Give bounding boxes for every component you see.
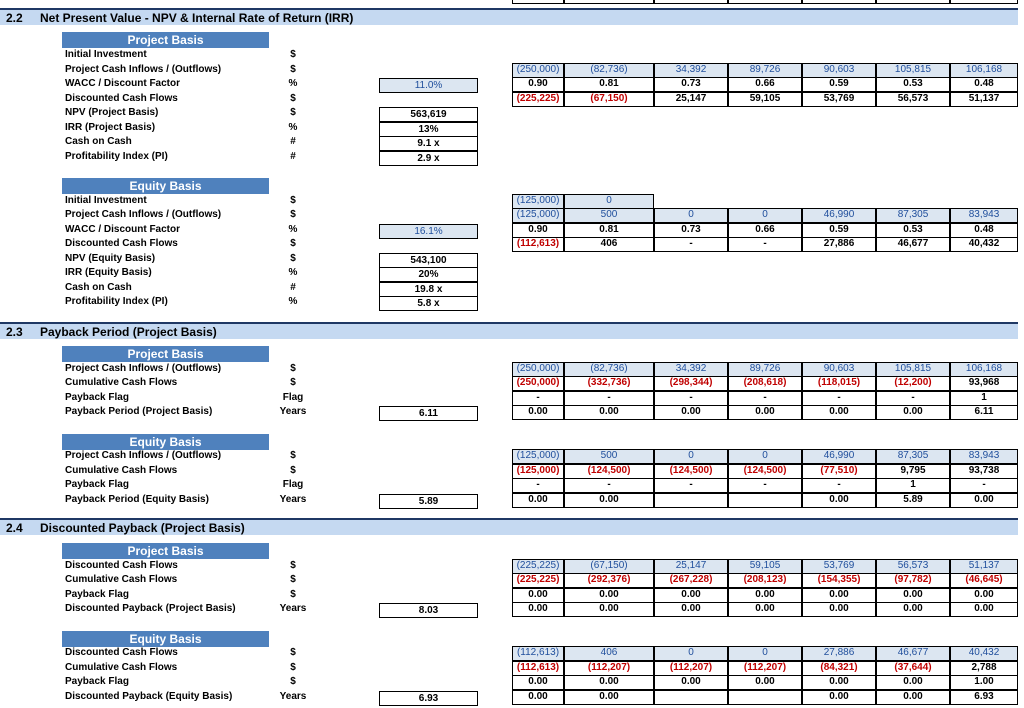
summary-result-cell[interactable]: 13% [379, 122, 478, 137]
period-value-cell[interactable]: 0.00 [654, 405, 728, 420]
period-value-cell[interactable]: 0.00 [802, 493, 876, 508]
row-label: Cumulative Cash Flows [65, 574, 178, 585]
period-value-cell[interactable]: (84,321) [802, 661, 876, 676]
period-value-cell[interactable]: 0.00 [564, 493, 654, 508]
period-value-cell[interactable]: 500 [564, 208, 654, 223]
period-value-cell[interactable]: 0.00 [950, 588, 1018, 603]
period-value-cell[interactable]: 500 [564, 449, 654, 464]
period-value-cell[interactable]: 59,105 [728, 92, 802, 107]
block-header-project-basis: Project Basis [62, 543, 269, 559]
period-value-cell[interactable]: - [512, 478, 564, 493]
row-unit: $ [290, 209, 296, 220]
row-unit: $ [290, 363, 296, 374]
period-value-cell[interactable]: - [564, 478, 654, 493]
period-value-cell[interactable]: 0.00 [802, 602, 876, 617]
period-value-cell[interactable]: 0.00 [512, 690, 564, 705]
period-value-cell[interactable]: - [950, 478, 1018, 493]
period-value-cell[interactable]: 0.00 [512, 602, 564, 617]
row-unit: Flag [282, 479, 304, 490]
section-header-2-2 [0, 8, 1018, 25]
period-value-cell[interactable]: 0.00 [876, 588, 950, 603]
period-value-cell[interactable]: 0.59 [802, 223, 876, 238]
period-value-cell[interactable] [728, 690, 802, 705]
period-value-cell[interactable]: 0.00 [654, 588, 728, 603]
row-unit: $ [290, 647, 296, 658]
period-value-cell[interactable]: (250,000) [512, 362, 564, 377]
period-value-cell[interactable]: (124,500) [728, 464, 802, 479]
period-value-cell[interactable]: 59,105 [728, 559, 802, 574]
row-unit: % [288, 122, 298, 133]
block-header-project-basis: Project Basis [62, 32, 269, 48]
period-value-cell[interactable]: (250,000) [512, 63, 564, 78]
period-value-cell[interactable]: - [654, 237, 728, 252]
period-value-cell[interactable]: 406 [564, 646, 654, 661]
section-title: Net Present Value - NPV & Internal Rate of Return (IRR) [40, 11, 354, 25]
period-value-cell[interactable]: 46,990 [802, 208, 876, 223]
row-label: Project Cash Inflows / (Outflows) [65, 363, 222, 374]
section-title: Payback Period (Project Basis) [40, 325, 217, 339]
period-value-cell[interactable]: 1 [950, 391, 1018, 406]
period-value-cell[interactable]: (67,150) [564, 92, 654, 107]
row-unit: % [288, 224, 298, 235]
period-value-cell[interactable]: 0.53 [876, 77, 950, 92]
row-label: IRR (Project Basis) [65, 122, 156, 133]
period-value-cell[interactable]: 56,573 [876, 559, 950, 574]
row-label: Project Cash Inflows / (Outflows) [65, 209, 222, 220]
period-value-cell[interactable]: (125,000) [512, 194, 564, 209]
period-value-cell[interactable]: 53,769 [802, 559, 876, 574]
period-value-cell[interactable]: 0.48 [950, 223, 1018, 238]
row-label: NPV (Equity Basis) [65, 253, 156, 264]
period-value-cell[interactable]: - [876, 391, 950, 406]
previous-row-cell[interactable] [876, 0, 950, 4]
period-value-cell[interactable]: 0.00 [802, 690, 876, 705]
summary-result-cell[interactable]: 19.8 x [379, 282, 478, 297]
period-value-cell[interactable]: 0 [728, 646, 802, 661]
section-header-2-4 [0, 518, 1018, 535]
period-value-cell[interactable]: 0.48 [950, 77, 1018, 92]
period-value-cell[interactable]: (125,000) [512, 208, 564, 223]
period-value-cell[interactable]: (250,000) [512, 376, 564, 391]
period-value-cell[interactable]: 0.66 [728, 223, 802, 238]
row-label: Initial Investment [65, 49, 147, 60]
row-unit: $ [290, 662, 296, 673]
period-value-cell[interactable]: (12,200) [876, 376, 950, 391]
row-unit: $ [290, 377, 296, 388]
row-unit: Years [279, 406, 307, 417]
row-label: Initial Investment [65, 195, 147, 206]
period-value-cell[interactable]: 0 [654, 449, 728, 464]
period-value-cell[interactable]: 25,147 [654, 559, 728, 574]
row-label: Cash on Cash [65, 282, 132, 293]
period-value-cell[interactable]: 0.00 [728, 675, 802, 690]
row-label: Discounted Payback (Equity Basis) [65, 691, 233, 702]
period-value-cell[interactable]: (97,782) [876, 573, 950, 588]
row-unit: Years [279, 494, 307, 505]
row-label: Discounted Payback (Project Basis) [65, 603, 236, 614]
section-number: 2.3 [6, 325, 23, 339]
period-value-cell[interactable]: 0.00 [512, 675, 564, 690]
row-unit: $ [290, 64, 296, 75]
period-value-cell[interactable]: 83,943 [950, 449, 1018, 464]
row-unit: $ [290, 107, 296, 118]
period-value-cell[interactable]: (112,613) [512, 237, 564, 252]
row-label: Cumulative Cash Flows [65, 465, 178, 476]
period-value-cell[interactable]: 90,603 [802, 362, 876, 377]
row-label: WACC / Discount Factor [65, 78, 181, 89]
period-value-cell[interactable]: 0.00 [564, 675, 654, 690]
period-value-cell[interactable]: (112,613) [512, 661, 564, 676]
period-value-cell[interactable]: (225,225) [512, 559, 564, 574]
summary-result-cell[interactable]: 563,619 [379, 107, 478, 122]
period-value-cell[interactable]: 0 [654, 646, 728, 661]
period-value-cell[interactable]: 90,603 [802, 63, 876, 78]
row-label: Discounted Cash Flows [65, 560, 178, 571]
period-value-cell[interactable]: 0 [728, 449, 802, 464]
period-value-cell[interactable]: 1.00 [950, 675, 1018, 690]
period-value-cell[interactable]: (124,500) [564, 464, 654, 479]
period-value-cell[interactable]: - [654, 391, 728, 406]
summary-result-cell[interactable]: 6.93 [379, 691, 478, 706]
row-label: Cash on Cash [65, 136, 132, 147]
period-value-cell[interactable]: 0.00 [802, 675, 876, 690]
period-value-cell[interactable]: 27,886 [802, 237, 876, 252]
summary-result-cell[interactable]: 5.89 [379, 494, 478, 509]
period-value-cell[interactable]: 0.00 [876, 675, 950, 690]
period-value-cell[interactable]: (112,207) [728, 661, 802, 676]
row-label: Cumulative Cash Flows [65, 662, 178, 673]
row-unit: $ [290, 195, 296, 206]
period-value-cell[interactable]: 89,726 [728, 362, 802, 377]
period-value-cell[interactable]: 0 [564, 194, 654, 209]
period-value-cell[interactable]: - [654, 478, 728, 493]
section-header-2-3 [0, 322, 1018, 339]
period-value-cell[interactable]: 0.00 [564, 690, 654, 705]
row-unit: $ [290, 574, 296, 585]
summary-result-cell[interactable]: 9.1 x [379, 136, 478, 151]
period-value-cell[interactable]: 25,147 [654, 92, 728, 107]
row-unit: Years [279, 691, 307, 702]
row-unit: Years [279, 603, 307, 614]
summary-result-cell[interactable]: 2.9 x [379, 151, 478, 166]
row-unit: $ [290, 238, 296, 249]
row-label: Profitability Index (PI) [65, 151, 168, 162]
section-title: Discounted Payback (Project Basis) [40, 521, 245, 535]
period-value-cell[interactable]: (292,376) [564, 573, 654, 588]
period-value-cell[interactable]: 0.90 [512, 223, 564, 238]
period-value-cell[interactable]: 51,137 [950, 559, 1018, 574]
period-value-cell[interactable]: - [802, 478, 876, 493]
period-value-cell[interactable]: 0.00 [950, 602, 1018, 617]
row-unit: $ [290, 560, 296, 571]
row-unit: $ [290, 450, 296, 461]
row-label: Payback Flag [65, 676, 129, 687]
rate-input-cell[interactable]: 11.0% [379, 78, 478, 93]
period-value-cell[interactable]: (208,123) [728, 573, 802, 588]
period-value-cell[interactable]: (125,000) [512, 464, 564, 479]
row-label: NPV (Project Basis) [65, 107, 159, 118]
row-unit: $ [290, 253, 296, 264]
period-value-cell[interactable]: 0.81 [564, 223, 654, 238]
summary-result-cell[interactable]: 8.03 [379, 603, 478, 618]
row-unit: $ [290, 93, 296, 104]
rate-input-cell[interactable]: 16.1% [379, 224, 478, 239]
summary-result-cell[interactable]: 20% [379, 267, 478, 282]
period-value-cell[interactable]: (112,613) [512, 646, 564, 661]
row-label: Profitability Index (PI) [65, 296, 168, 307]
period-value-cell[interactable]: 87,305 [876, 208, 950, 223]
period-value-cell[interactable]: 89,726 [728, 63, 802, 78]
period-value-cell[interactable]: 0.90 [512, 77, 564, 92]
period-value-cell[interactable] [728, 493, 802, 508]
row-label: WACC / Discount Factor [65, 224, 181, 235]
period-value-cell[interactable]: (225,225) [512, 92, 564, 107]
period-value-cell[interactable]: 56,573 [876, 92, 950, 107]
block-header-project-basis: Project Basis [62, 346, 269, 362]
section-number: 2.4 [6, 521, 23, 535]
period-value-cell[interactable]: (37,644) [876, 661, 950, 676]
period-value-cell[interactable]: 0.00 [512, 493, 564, 508]
period-value-cell[interactable]: (124,500) [654, 464, 728, 479]
row-label: Payback Flag [65, 392, 129, 403]
period-value-cell[interactable]: 9,795 [876, 464, 950, 479]
period-value-cell[interactable]: (332,736) [564, 376, 654, 391]
period-value-cell[interactable]: - [512, 391, 564, 406]
period-value-cell[interactable]: 27,886 [802, 646, 876, 661]
period-value-cell[interactable]: 0.00 [654, 602, 728, 617]
period-value-cell[interactable]: (225,225) [512, 573, 564, 588]
period-value-cell[interactable]: 93,738 [950, 464, 1018, 479]
row-label: Payback Flag [65, 589, 129, 600]
period-value-cell[interactable]: 0.00 [802, 588, 876, 603]
period-value-cell[interactable]: 0.00 [512, 405, 564, 420]
period-value-cell[interactable]: (46,645) [950, 573, 1018, 588]
period-value-cell[interactable]: 0.00 [876, 405, 950, 420]
period-value-cell[interactable]: 5.89 [876, 493, 950, 508]
period-value-cell[interactable]: 34,392 [654, 63, 728, 78]
period-value-cell[interactable]: (112,207) [654, 661, 728, 676]
period-value-cell[interactable]: (154,355) [802, 573, 876, 588]
period-value-cell[interactable]: 0.59 [802, 77, 876, 92]
summary-result-cell[interactable]: 6.11 [379, 406, 478, 421]
period-value-cell[interactable]: 87,305 [876, 449, 950, 464]
period-value-cell[interactable]: (208,618) [728, 376, 802, 391]
period-value-cell[interactable]: 46,990 [802, 449, 876, 464]
previous-row-cell[interactable] [950, 0, 1018, 4]
row-label: Payback Period (Project Basis) [65, 406, 213, 417]
period-value-cell[interactable]: 0.00 [654, 675, 728, 690]
period-value-cell[interactable]: (125,000) [512, 449, 564, 464]
block-header-equity-basis: Equity Basis [62, 631, 269, 647]
row-label: Discounted Cash Flows [65, 647, 178, 658]
period-value-cell[interactable]: 1 [876, 478, 950, 493]
period-value-cell[interactable]: 406 [564, 237, 654, 252]
period-value-cell[interactable]: - [564, 391, 654, 406]
block-header-equity-basis: Equity Basis [62, 178, 269, 194]
period-value-cell[interactable]: 0.00 [802, 405, 876, 420]
row-unit: $ [290, 465, 296, 476]
row-label: Project Cash Inflows / (Outflows) [65, 450, 222, 461]
row-label: Discounted Cash Flows [65, 238, 178, 249]
period-value-cell[interactable]: 34,392 [654, 362, 728, 377]
previous-row-cell[interactable] [512, 0, 564, 4]
period-value-cell[interactable]: 46,677 [876, 646, 950, 661]
period-value-cell[interactable]: (267,228) [654, 573, 728, 588]
summary-result-cell[interactable]: 5.8 x [379, 296, 478, 311]
period-value-cell[interactable] [654, 493, 728, 508]
period-value-cell[interactable]: 0.66 [728, 77, 802, 92]
period-value-cell[interactable]: 2,788 [950, 661, 1018, 676]
period-value-cell[interactable]: (82,736) [564, 63, 654, 78]
period-value-cell[interactable]: - [728, 391, 802, 406]
period-value-cell[interactable]: - [728, 478, 802, 493]
period-value-cell[interactable]: (298,344) [654, 376, 728, 391]
row-unit: $ [290, 49, 296, 60]
summary-result-cell[interactable]: 543,100 [379, 253, 478, 268]
period-value-cell[interactable]: 0.00 [728, 405, 802, 420]
period-value-cell[interactable]: 0.00 [876, 690, 950, 705]
period-value-cell[interactable]: 0.00 [564, 588, 654, 603]
period-value-cell[interactable]: 6.11 [950, 405, 1018, 420]
period-value-cell[interactable]: (118,015) [802, 376, 876, 391]
period-value-cell[interactable]: 93,968 [950, 376, 1018, 391]
period-value-cell[interactable]: 0.00 [564, 602, 654, 617]
previous-row-cell[interactable] [564, 0, 654, 4]
period-value-cell[interactable]: 0.53 [876, 223, 950, 238]
period-value-cell[interactable]: 0 [654, 208, 728, 223]
period-value-cell[interactable]: (67,150) [564, 559, 654, 574]
period-value-cell[interactable] [654, 690, 728, 705]
period-value-cell[interactable]: 6.93 [950, 690, 1018, 705]
row-unit: # [290, 136, 296, 147]
period-value-cell[interactable]: (82,736) [564, 362, 654, 377]
period-value-cell[interactable]: 105,815 [876, 362, 950, 377]
period-value-cell[interactable]: (112,207) [564, 661, 654, 676]
period-value-cell[interactable]: 0.73 [654, 77, 728, 92]
previous-row-cell[interactable] [728, 0, 802, 4]
previous-row-cell[interactable] [654, 0, 728, 4]
row-unit: # [290, 151, 296, 162]
row-label: Payback Flag [65, 479, 129, 490]
period-value-cell[interactable]: 53,769 [802, 92, 876, 107]
previous-row-cell[interactable] [802, 0, 876, 4]
row-label: Discounted Cash Flows [65, 93, 178, 104]
row-unit: $ [290, 589, 296, 600]
period-value-cell[interactable]: 83,943 [950, 208, 1018, 223]
row-label: Payback Period (Equity Basis) [65, 494, 209, 505]
period-value-cell[interactable]: 46,677 [876, 237, 950, 252]
period-value-cell[interactable]: - [802, 391, 876, 406]
block-header-equity-basis: Equity Basis [62, 434, 269, 450]
period-value-cell[interactable]: 106,168 [950, 362, 1018, 377]
period-value-cell[interactable]: 0.00 [876, 602, 950, 617]
period-value-cell[interactable]: 0.73 [654, 223, 728, 238]
row-unit: % [288, 78, 298, 89]
period-value-cell[interactable]: 51,137 [950, 92, 1018, 107]
row-unit: $ [290, 676, 296, 687]
period-value-cell[interactable]: 0.00 [564, 405, 654, 420]
period-value-cell[interactable]: 105,815 [876, 63, 950, 78]
period-value-cell[interactable]: 0 [728, 208, 802, 223]
row-label: Project Cash Inflows / (Outflows) [65, 64, 222, 75]
period-value-cell[interactable]: 0.00 [728, 588, 802, 603]
period-value-cell[interactable]: 40,432 [950, 646, 1018, 661]
period-value-cell[interactable]: - [728, 237, 802, 252]
row-unit: % [288, 267, 298, 278]
row-unit: % [288, 296, 298, 307]
period-value-cell[interactable]: 0.00 [950, 493, 1018, 508]
row-unit: Flag [282, 392, 304, 403]
period-value-cell[interactable]: 0.81 [564, 77, 654, 92]
section-number: 2.2 [6, 11, 23, 25]
period-value-cell[interactable]: (77,510) [802, 464, 876, 479]
row-unit: # [290, 282, 296, 293]
period-value-cell[interactable]: 0.00 [512, 588, 564, 603]
period-value-cell[interactable]: 0.00 [728, 602, 802, 617]
row-label: IRR (Equity Basis) [65, 267, 152, 278]
period-value-cell[interactable]: 40,432 [950, 237, 1018, 252]
row-label: Cumulative Cash Flows [65, 377, 178, 388]
period-value-cell[interactable]: 106,168 [950, 63, 1018, 78]
